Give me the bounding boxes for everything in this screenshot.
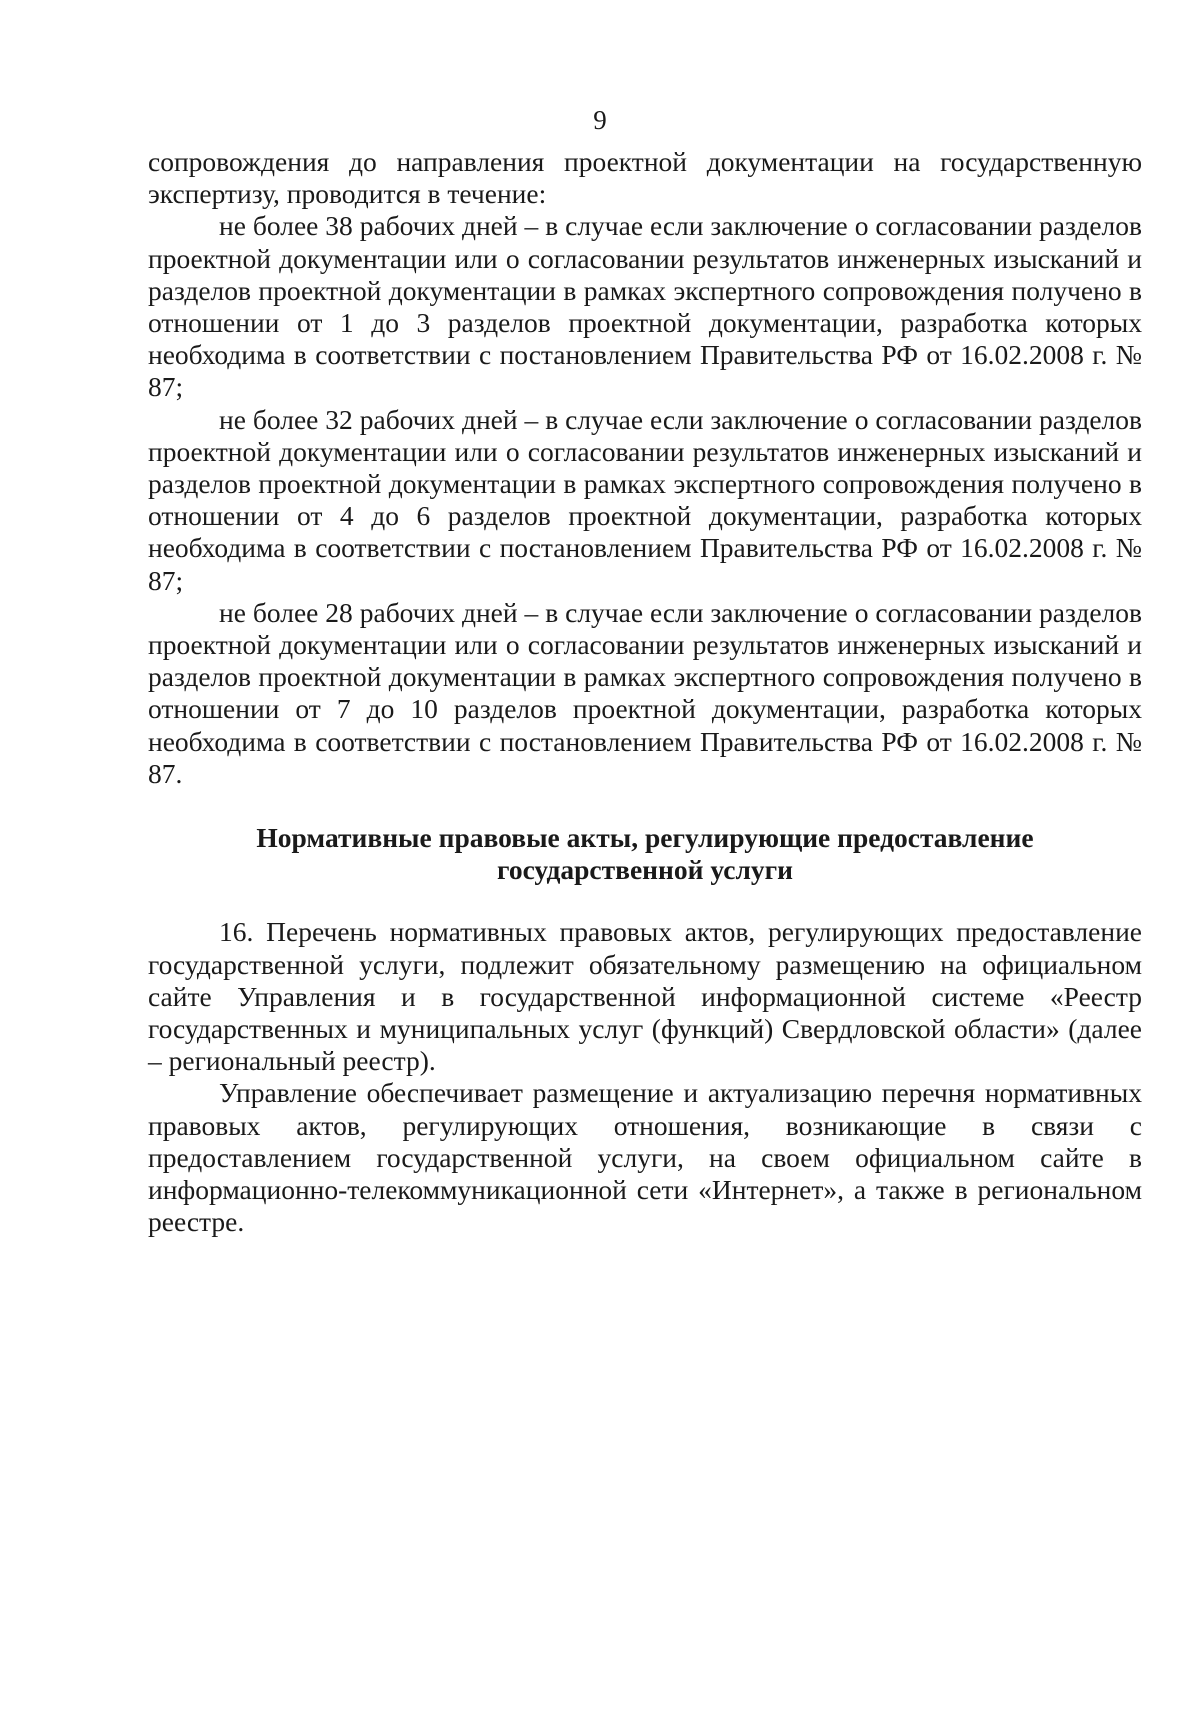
paragraph-intro: сопровождения до направления проектной документации на государственную экспертизу, проводится в течение:	[148, 146, 1142, 210]
paragraph-16: 16. Перечень нормативных правовых актов, регулирующих предоставление государственной услуги, подлежит обязательному размещению на официальном сайте Управления и в государственной информационной системе «Реестр государственных и муниципальных услуг (функций) Свердловской области» (далее – региональный реестр).	[148, 916, 1142, 1077]
paragraph-term-28-days: не более 28 рабочих дней – в случае если заключение о согласовании разделов проектной документации или о согласовании результатов инженерных изысканий и разделов проектной документации в рамках экспертного сопровождения получено в отношении от 7 до 10 разделов проектной документации, разработка которых необходима в соответствии с постановлением Правительства РФ от 16.02.2008 г. № 87.	[148, 596, 1142, 789]
paragraph-term-32-days: не более 32 рабочих дней – в случае если заключение о согласовании разделов проектной документации или о согласовании результатов инженерных изысканий и разделов проектной документации в рамках экспертного сопровождения получено в отношении от 4 до 6 разделов проектной документации, разработка которых необходима в соответствии с постановлением Правительства РФ от 16.02.2008 г. № 87;	[148, 403, 1142, 596]
document-body	[148, 146, 1142, 1239]
paragraph-term-38-days: не более 38 рабочих дней – в случае если заключение о согласовании разделов проектной документации или о согласовании результатов инженерных изысканий и разделов проектной документации в рамках экспертного сопровождения получено в отношении от 1 до 3 разделов проектной документации, разработка которых необходима в соответствии с постановлением Правительства РФ от 16.02.2008 г. № 87;	[148, 210, 1142, 403]
page-number: 9	[593, 105, 607, 135]
section-heading: Нормативные правовые акты, регулирующие предоставление государственной услуги	[256, 822, 1034, 886]
paragraph-management-duties: Управление обеспечивает размещение и актуализацию перечня нормативных правовых актов, регулирующих отношения, возникающие в связи с предоставлением государственной услуги, на своем официальном сайте в информационно-телекоммуникационной сети «Интернет», а также в региональном реестре.	[148, 1077, 1142, 1238]
